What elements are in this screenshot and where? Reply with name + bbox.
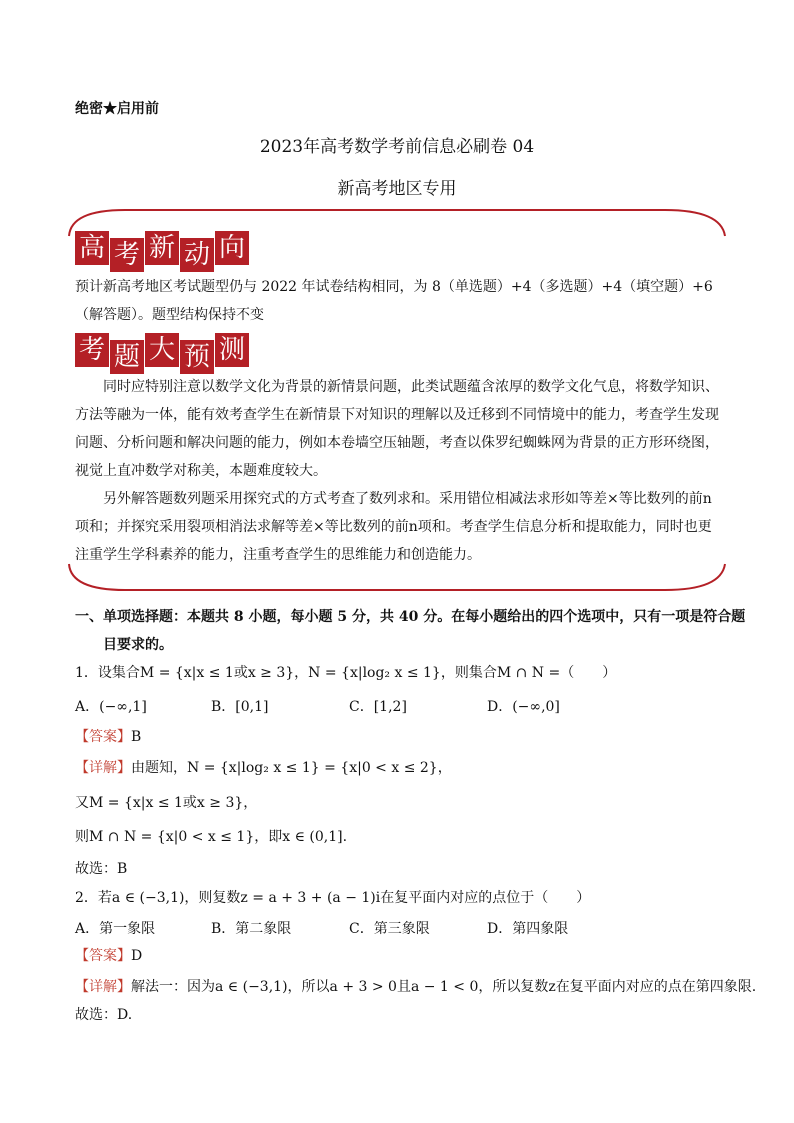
banner-char: 动 [180,238,214,272]
intro-paragraph: 预计新高考地区考试题型仍与 2022 年试卷结构相同，为 8（单选题）+4（多选题）+4（填空题）+6（解答题）。题型结构保持不变 [75,279,713,323]
bottom-arc-divider [65,560,729,596]
section-heading: 一、单项选择题：本题共 8 小题，每小题 5 分，共 40 分。在每小题给出的四个选项中，只有一项是符合题 [75,609,746,625]
banner-char: 高 [75,231,109,265]
q1-option-d: D．(−∞,0] [487,699,560,715]
q2-answer [75,945,142,965]
answer-value: D [131,948,143,964]
answer-tag: 【答案】 [75,948,131,964]
detail-tag: 【详解】 [75,979,131,995]
detail-text: 解法一：因为a ∈ (−3,1)，所以a + 3 > 0且a − 1 < 0，所以复数z在复平面内对应的点在第四象限. [131,979,757,995]
banner-char: 题 [110,340,144,374]
q2-stem: 2．若a ∈ (−3,1)，则复数z = a + 3 + (a − 1)i在复平面内对应的点位于（ ） [75,890,591,906]
banner-char: 向 [215,231,249,265]
q2-option-a: A．第一象限 [75,921,156,937]
banner-char: 考 [110,238,144,272]
q1-detail-line1 [75,757,452,777]
banner-char: 预 [180,340,214,374]
prediction-paragraph-1: 同时应特别注意以数学文化为背景的新情景问题，此类试题蕴含浓厚的数学文化气息，将数学知识、方法等融为一体，能有效考查学生在新情景下对知识的理解以及迁移到不同情境中的能力，考查学生发现问题、分析问题和解决问题的能力，例如本卷墙空压轴题，考查以侏罗纪蜘蛛网为背景的正方形环绕图，视觉上直冲数学对称美，本题难度较大。 [75,379,719,479]
section-heading-cont: 目要求的。 [103,637,173,653]
q1-answer [75,726,141,746]
q1-detail-line2: 又M = {x|x ≤ 1或x ≥ 3}， [75,795,258,811]
confidential-mark: 绝密★启用前 [75,101,159,117]
q1-stem: 1．设集合M = {x|x ≤ 1或x ≥ 3}，N = {x|log₂ x ≤ 1}，则集合M ∩ N =（ ） [75,665,617,681]
q2-option-d: D．第四象限 [487,921,569,937]
banner-char: 新 [145,231,179,265]
answer-value: B [131,729,142,745]
q1-option-c: C．[1,2] [349,699,407,715]
q1-conclusion: 故选：B [75,861,128,877]
banner-char: 大 [145,333,179,367]
banner-exam-prediction [75,333,250,374]
prediction-paragraph-2: 另外解答题数列题采用探究式的方式考查了数列求和。采用错位相减法求形如等差×等比数列的前n项和；并探究采用裂项相消法求解等差×等比数列的前n项和。考查学生信息分析和提取能力，同时也更注重学生学科素养的能力，注重考查学生的思维能力和创造能力。 [75,491,712,563]
page-subtitle: 新高考地区专用 [337,179,457,199]
q2-option-c: C．第三象限 [349,921,430,937]
detail-tag: 【详解】 [75,760,131,776]
banner-gaokao-trend [75,231,250,272]
q2-detail-line1 [75,976,756,996]
page-title: 2023年高考数学考前信息必刷卷 04 [259,137,535,157]
banner-char: 测 [215,333,249,367]
detail-text: 由题知，N = {x|log₂ x ≤ 1} = {x|0 < x ≤ 2}， [131,760,452,776]
q1-detail-line3: 则M ∩ N = {x|0 < x ≤ 1}，即x ∈ (0,1]. [75,829,348,845]
q2-conclusion: 故选：D. [75,1007,133,1023]
q2-option-b: B．第二象限 [211,921,292,937]
q1-option-b: B．[0,1] [211,699,269,715]
banner-char: 考 [75,333,109,367]
q1-option-a: A．(−∞,1] [75,699,147,715]
answer-tag: 【答案】 [75,729,131,745]
